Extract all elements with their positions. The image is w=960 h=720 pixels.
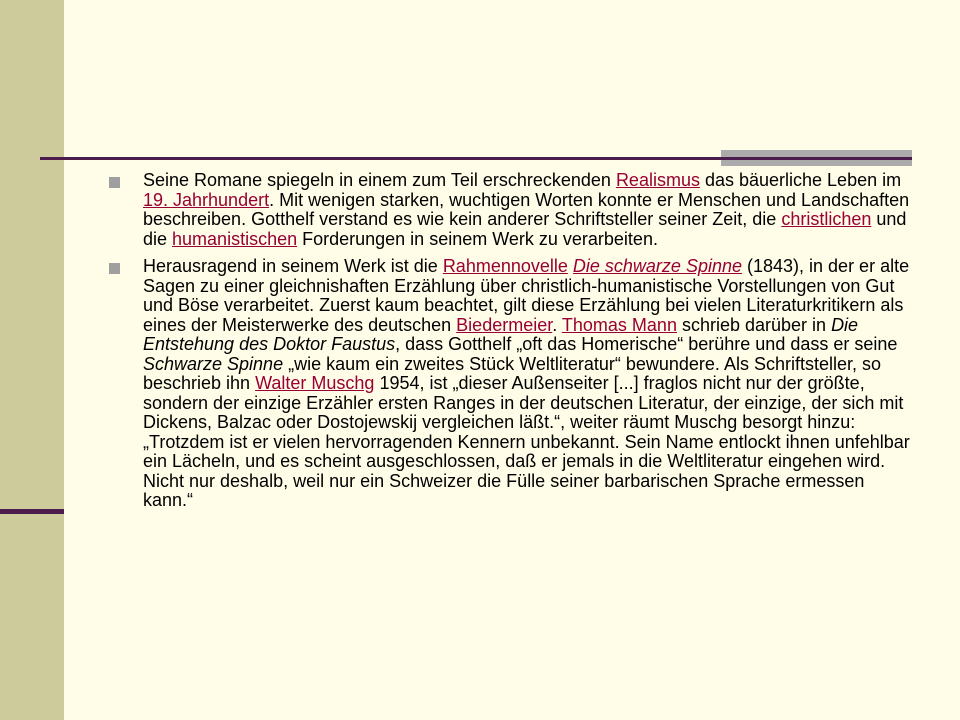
seg-text: Seine Romane spiegeln in einem zum Teil erschreckenden [143,170,616,190]
seg-text: und die [143,209,907,249]
title-divider-rule [40,157,912,160]
seg-text: , dass Gotthelf „oft das Homerische“ berühre und dass er seine [395,334,898,354]
seg-text: (1843), in der er alte Sagen zu einer gleichnishaften Erzählung über christlich-humanistische Vorstellungen von Gut und Böse verarbeitet. Zuerst kaum beachtet, gilt diese Erzählung bei vielen Literaturkritikern als eines der Meisterwerke des deutschen [143,256,910,335]
bullet-square-icon [109,177,120,188]
link-biedermeier[interactable]: Biedermeier [456,314,553,335]
seg-text: „wie kaum ein zweites Stück Weltliteratur“ bewundere. Als Schriftsteller, so beschrieb ihn [143,353,881,393]
bullet-item-schwarze-spinne [143,257,913,511]
seg-text: 1954, ist „dieser Außenseiter [...] fraglos nicht nur der größte, sondern der einzige Erzähler ersten Ranges in der deutschen Literatur, der einzige, der sich mit Dickens, Balzac oder Dostojewskij vergleichen läßt.“, weiter räumt Muschg besorgt hinzu: „Trotzdem ist er vielen hervorragenden Kennern unbekannt. Sein Name entlockt ihnen unfehlbar ein Lächeln, und es scheint ausgeschlossen, daß er jemals in die Weltliteratur eingehen wird. Nicht nur deshalb, weil nur ein Schweizer die Fülle seiner barbarischen Sprache ermessen kann.“ [143,373,910,510]
link-19-jahrhundert[interactable]: 19. Jahrhundert [143,189,270,210]
link-christlichen[interactable]: christlichen [781,209,872,229]
seg-text: . Mit wenigen starken, wuchtigen Worten konnte er Menschen und Landschaften beschreiben. Gotthelf verstand es wie kein anderer Schriftsteller seiner Zeit, die [143,189,910,229]
link-rahmennovelle[interactable]: Rahmennovelle [442,256,568,276]
slide-content [0,171,960,519]
title-schwarze-spinne: Schwarze Spinne [143,353,284,374]
seg-text: Herausragend in seinem Werk ist die [143,256,443,276]
bullet-item-romane [143,171,913,249]
seg-text: . [552,314,562,335]
bullet-square-icon [109,263,120,274]
link-walter-muschg[interactable]: Walter Muschg [255,373,375,393]
title-rule-gray-underline [721,163,912,166]
link-die-schwarze-spinne[interactable]: Die schwarze Spinne [572,256,742,276]
link-humanistischen[interactable]: humanistischen [172,228,298,249]
title-faustus: Die Entstehung des Doktor Faustus [143,314,859,354]
seg-text: schrieb darüber in [676,314,832,335]
seg-text: das bäuerliche Leben im [699,170,902,190]
seg-text: Forderungen in seinem Werk zu verarbeiten. [297,228,658,249]
link-realismus[interactable]: Realismus [615,170,700,190]
link-thomas-mann[interactable]: Thomas Mann [561,314,677,335]
